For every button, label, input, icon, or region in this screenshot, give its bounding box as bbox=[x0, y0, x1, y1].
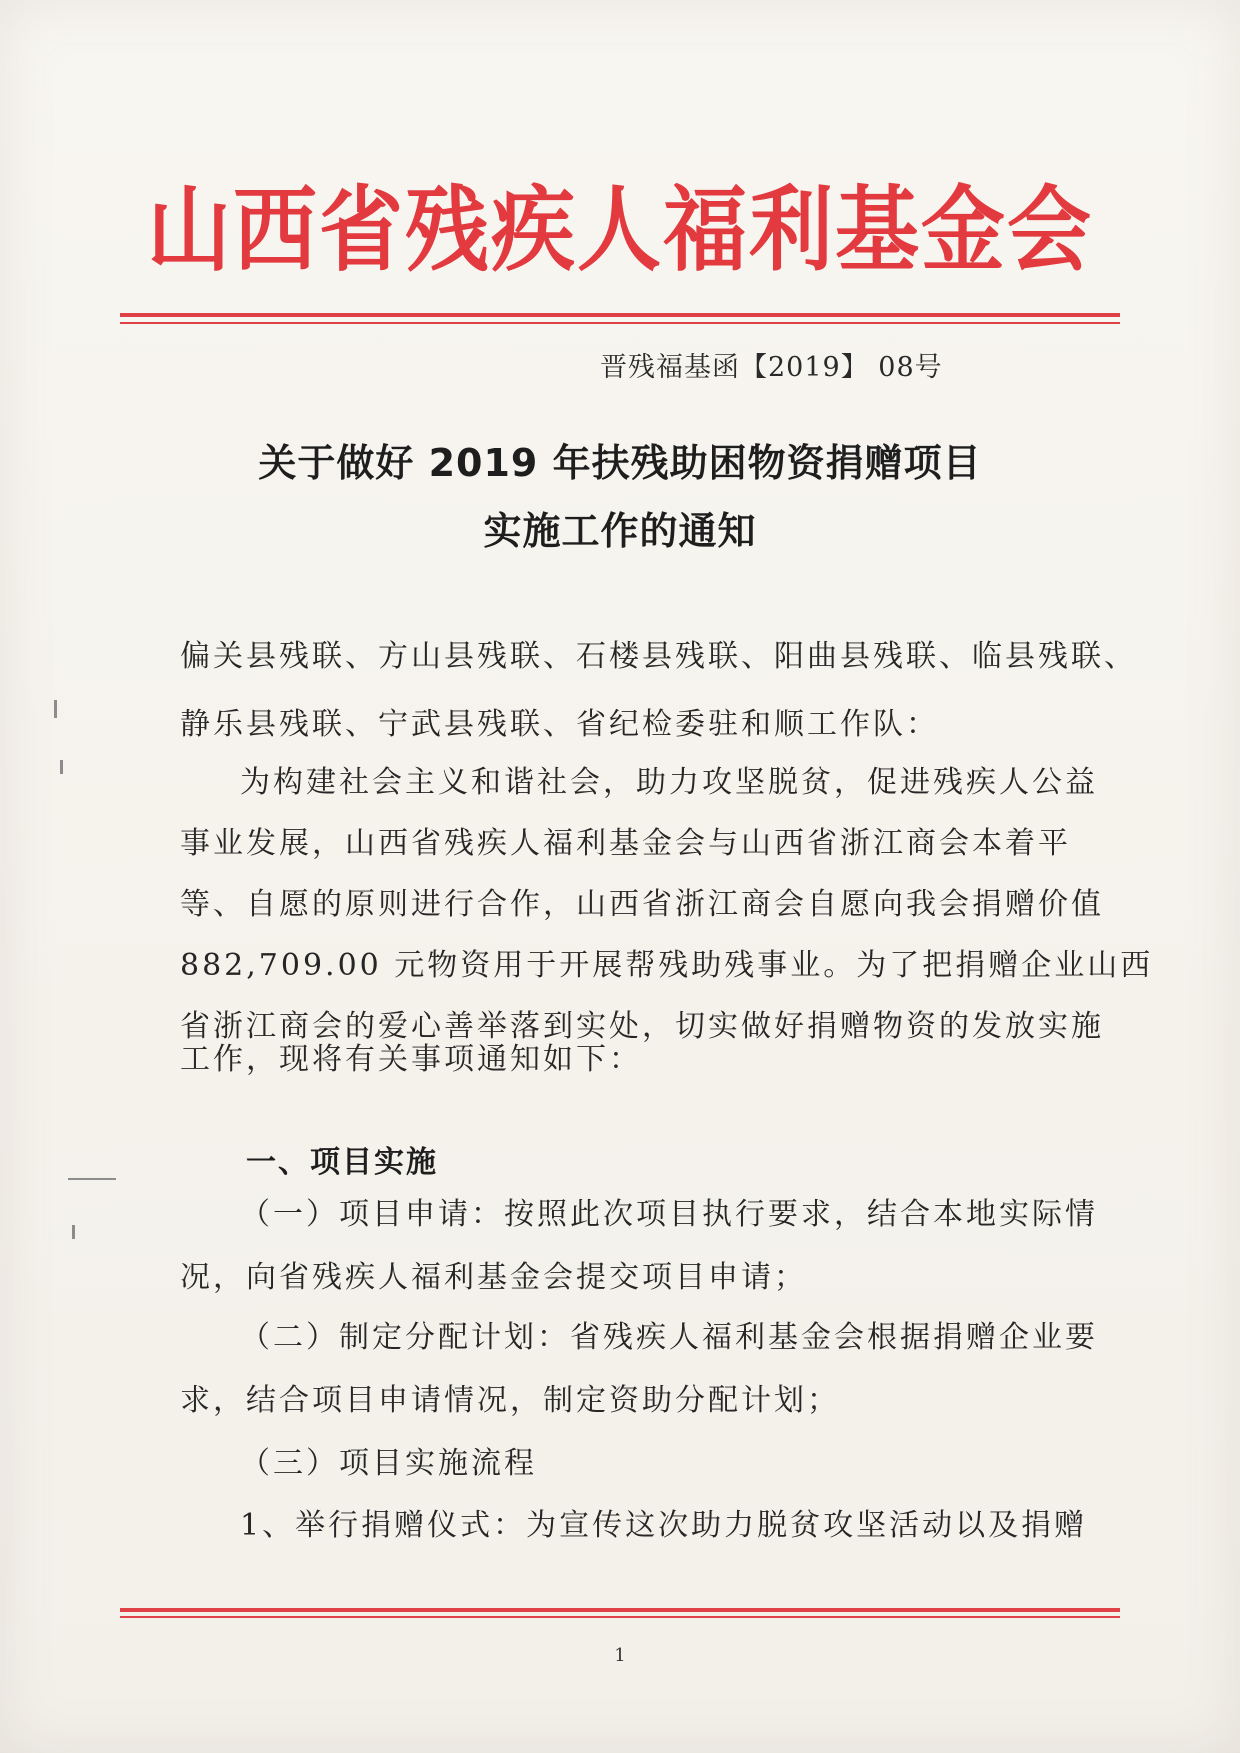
letterhead-rule-thick bbox=[120, 313, 1120, 317]
item-allocation-plan-line-2: 求，结合项目申请情况，制定资助分配计划； bbox=[180, 1383, 840, 1418]
binding-mark bbox=[54, 700, 57, 718]
item-implementation-process: （三）项目实施流程 bbox=[240, 1446, 537, 1481]
body-paragraph-line: 为构建社会主义和谐社会，助力攻坚脱贫，促进残疾人公益 bbox=[240, 765, 1098, 800]
body-paragraph-line: 882,709.00 元物资用于开展帮残助残事业。为了把捐赠企业山西 bbox=[180, 948, 1154, 983]
item-project-application-line-1: （一）项目申请：按照此次项目执行要求，结合本地实际情 bbox=[240, 1197, 1098, 1232]
step-donation-ceremony-line-1: 1、举行捐赠仪式：为宣传这次助力脱贫攻坚活动以及捐赠 bbox=[240, 1508, 1088, 1543]
organization-letterhead: 山西省残疾人福利基金会 bbox=[146, 175, 1093, 284]
document-title-line-2: 实施工作的通知 bbox=[483, 509, 757, 553]
section-heading-project-implementation: 一、项目实施 bbox=[246, 1145, 438, 1180]
binding-mark bbox=[72, 1225, 75, 1239]
letterhead-rule-thin bbox=[120, 322, 1120, 324]
binding-mark bbox=[68, 1178, 116, 1180]
document-number: 晋残福基函【2019】 08号 bbox=[600, 352, 943, 383]
recipients-line-2: 静乐县残联、宁武县残联、省纪检委驻和顺工作队： bbox=[180, 707, 939, 742]
recipients-line-1: 偏关县残联、方山县残联、石楼县残联、阳曲县残联、临县残联、 bbox=[180, 639, 1137, 674]
body-paragraph-line: 事业发展，山西省残疾人福利基金会与山西省浙江商会本着平 bbox=[180, 826, 1071, 861]
item-project-application-line-2: 况，向省残疾人福利基金会提交项目申请； bbox=[180, 1260, 807, 1295]
body-paragraph-line: 省浙江商会的爱心善举落到实处，切实做好捐赠物资的发放实施 bbox=[180, 1009, 1104, 1044]
footer-rule-thin bbox=[120, 1616, 1120, 1618]
page-number: 1 bbox=[614, 1645, 626, 1666]
document-title-line-1: 关于做好 2019 年扶残助困物资捐赠项目 bbox=[258, 441, 982, 485]
body-paragraph-line: 等、自愿的原则进行合作，山西省浙江商会自愿向我会捐赠价值 bbox=[180, 887, 1104, 922]
item-allocation-plan-line-1: （二）制定分配计划：省残疾人福利基金会根据捐赠企业要 bbox=[240, 1320, 1098, 1355]
footer-rule-thick bbox=[120, 1608, 1120, 1612]
binding-mark bbox=[60, 760, 63, 774]
body-paragraph-line: 工作，现将有关事项通知如下： bbox=[180, 1042, 642, 1077]
